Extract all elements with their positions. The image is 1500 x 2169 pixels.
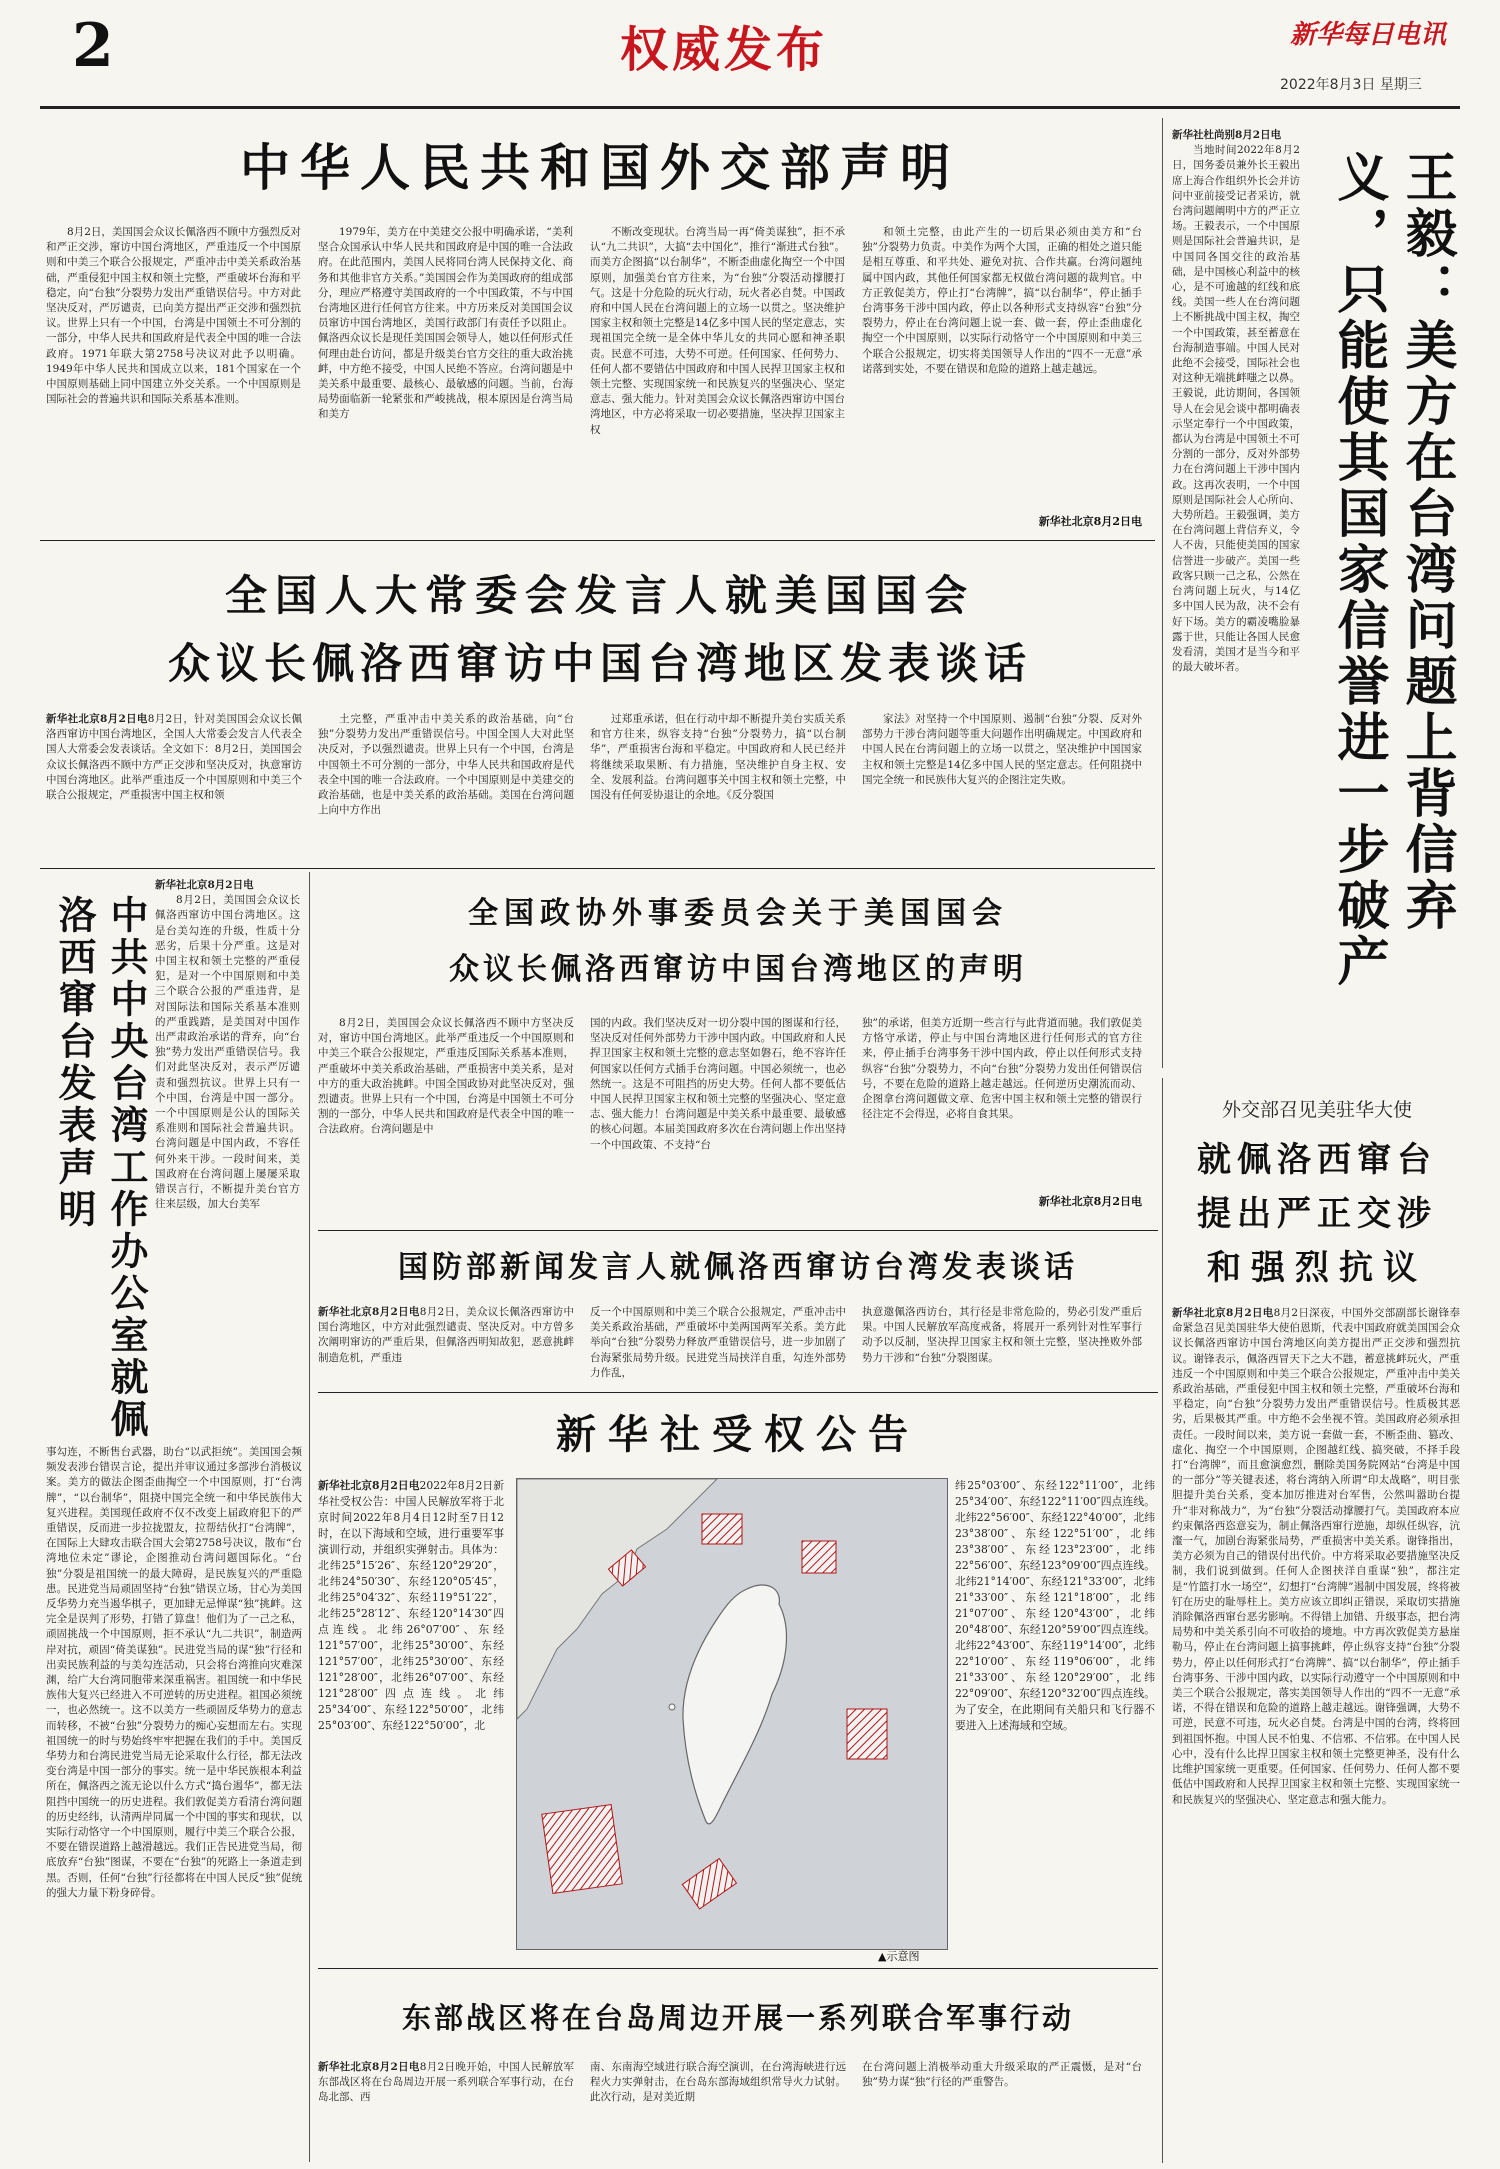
eastern-theater-dateline: 新华社北京8月2日电 [318, 2061, 420, 2073]
ambassador-title-line-2: 提出严正交涉 [1197, 1194, 1437, 1234]
mod-col-1 [318, 1305, 574, 1383]
ambassador-dateline: 新华社北京8月2日电 [1172, 1307, 1274, 1319]
exercise-zone-south-west [542, 1805, 622, 1894]
rule-after-announcement [318, 1968, 1158, 1969]
npc-col-1-text: 8月2日，针对美国国会众议长佩洛西窜访中国台湾地区，全国人大常委会发言人代表全国人大常委会发表谈话。全文如下：8月2日，美国国会众议长佩洛西不顾中方严正交涉和坚决反对，执意窜访中国台湾地区。此举严重违反一个中国原则和中美三个联合公报规定，严重损害中国主权和领 [46, 713, 302, 802]
npc-col-1 [46, 712, 302, 862]
cppcc-title-line-2: 众议长佩洛西窜访中国台湾地区的声明 [449, 952, 1027, 987]
ambassador-title-line-3: 和强烈抗议 [1207, 1248, 1427, 1288]
penghu-islands [669, 1704, 675, 1710]
mfa-col-1-text: 8月2日，美国国会众议长佩洛西不顾中方强烈反对和严正交涉，窜访中国台湾地区，严重违反一个中国原则和中美三个联合公报规定，严重冲击中美关系政治基础，严重侵犯中国主权和领土完整，严重破坏台海和平稳定，向“台独”分裂势力发出严重错误信号。中方对此坚决反对，严厉谴责，已向美方提出严正交涉和强烈抗议。世界上只有一个中国，台湾是中国领土不可分割的一部分，中华人民共和国政府是代表全中国的唯一合法政府。1971年联大第2758号决议对此予以明确。1949年中华人民共和国成立以来，181个国家在一个中国原则基础上同中国建立外交关系。一个中国原则是国际社会的普遍共识和国际关系基本准则。 [46, 226, 301, 406]
wangyi-body-text: 当地时间2022年8月2日，国务委员兼外长王毅出席上海合作组织外长会并访问中亚前接受记者采访，就台湾问题阐明中方的严正立场。王毅表示，一个中国原则是国际社会普遍共识，是中国同各国交往的政治基础，是中国核心利益中的核心，是不可逾越的红线和底线。美国一些人在台湾问题上不断挑战中国主权，掏空一个中国政策，甚至蓄意在台海制造事端。中国人民对此绝不会接受，国际社会也对这种无端挑衅嗤之以鼻。王毅说，此访期间，各国领导人在会见会谈中都明确表示坚定奉行一个中国政策，都认为台湾是中国领土不可分割的一部分，反对外部势力在台湾问题上干涉中国内政。这再次表明，一个中国原则是国际社会人心所向、大势所趋。王毅强调，美方在台湾问题上背信弃义，令人不齿，只能使美国的国家信誉进一步破产。美国一些政客只顾一己之私，公然在台湾问题上玩火，与14亿多中国人民为敌，决不会有好下场。美方的霸凌嘴脸暴露于世，只能让各国人民愈发看清，美国才是当今和平的最大破坏者。 [1172, 144, 1300, 674]
announcement-title: 新华社受权公告 [556, 1412, 920, 1458]
exercise-zone-north-east [802, 1541, 836, 1573]
eastern-theater-col-1-text: 8月2日晚开始，中国人民解放军东部战区将在台岛周边开展一系列联合军事行动，在台岛北部、西 [318, 2061, 574, 2104]
mod-col-2 [590, 1305, 846, 1383]
mod-col-3 [862, 1305, 1142, 1383]
mfa-col-3 [590, 225, 845, 530]
tao-col-narrow-text: 8月2日，美国国会众议长佩洛西窜访中国台湾地区。这是台美勾连的升级，性质十分恶劣，后果十分严重。这是对中国主权和领土完整的严重侵犯，是对一个中国原则和中美三个联合公报的严重违背，是对国际法和国际关系基本准则的严重践踏，是美国对中国作出严肃政治承诺的背弃，向“台独”势力发出严重错误信号。我们对此坚决反对，表示严厉谴责和强烈抗议。世界上只有一个中国，台湾是中国一部分。一个中国原则是公认的国际关系准则和国际社会普遍共识。台湾问题是中国内政，不容任何外来干涉。一段时间来，美国政府在台湾问题上屡屡采取错误言行，不断提升美台官方往来层级，加大台美军 [155, 894, 300, 1211]
cppcc-title-line-1: 全国政协外事委员会关于美国国会 [468, 896, 1008, 931]
wangyi-title: 王毅：美方在台湾问题上背信弃义，只能使其国家信誉进一步破产 [1328, 150, 1456, 990]
tao-col-narrow [155, 878, 300, 1443]
left-column-divider [309, 872, 310, 2162]
wangyi-body [1172, 128, 1300, 1068]
mod-col-3-text: 执意邀佩洛西访台，其行径是非常危险的，势必引发严重后果。中国人民解放军高度戒备，将展开一系列针对性军事行动予以反制，坚决捍卫国家主权和领土完整，坚决挫败外部势力干涉和“台独”分裂图谋。 [862, 1306, 1142, 1364]
ambassador-body-text: 8月2日深夜，中国外交部副部长谢锋奉命紧急召见美国驻华大使伯恩斯，代表中国政府就美国国会众议长佩洛西窜访中国台湾地区向美方提出严正交涉和强烈抗议。谢锋表示，佩洛西冒天下之大不韪，蓄意挑衅玩火，严重违反一个中国原则和中美三个联合公报规定，严重冲击中美关系政治基础，严重侵犯中国主权和领土完整，严重破坏台海和平稳定，向“台独”分裂势力发出严重错误信号。性质极其恶劣，后果极其严重。中方绝不会坐视不管。美国政府必须承担责任。一段时间以来，美方说一套做一套，不断歪曲、篡改、虚化、掏空一个中国原则，企图越红线、搞突破，不择手段打“台湾牌”，而且愈演愈烈，删除美国务院网站“台湾是中国的一部分”等关键表述，将台湾纳入所谓“印太战略”，明目张胆提升美台关系，变本加厉推进对台军售，公然叫嚣助台提升“非对称战力”，为“台独”分裂活动撑腰打气。美国政府本应约束佩洛西恣意妄为，制止佩洛西窜行逆施，却纵任纵容，沆瀣一气，加剧台海紧张局势，严重损害中美关系。谢锋指出，美方必须为自己的错误付出代价。中方将采取必要措施坚决反制，我们说到做到。任何人企图挟洋自重谋“独”，都注定是“竹篮打水一场空”，幻想打“台湾牌”遏制中国发展，终将被钉在历史的耻辱柱上。美方应该立即纠正错误，采取切实措施消除佩洛西窜台恶劣影响。不得错上加错、升级事态，把台湾局势和中美关系引向不可收拾的境地。中方再次敦促美方悬崖勒马，停止在台湾问题上搞事挑衅，停止纵容支持“台独”分裂势力，停止以任何形式打“台湾牌”、搞“以台制华”，停止插手台湾事务、干涉中国内政，以实际行动遵守一个中国原则和中美三个联合公报规定，落实美国领导人作出的“四不一无意”承诺，不得在错误和危险的道路上越走越远。谢锋强调，大势不可逆，民意不可违，玩火必自焚。台湾是中国的台湾，终将回到祖国怀抱。中国人民不怕鬼、不信邪、不信邪。在中国人民心中，没有什么比捍卫国家主权和领土完整更神圣，没有什么比维护国家统一更重要。任何国家、任何势力、任何人都不要低估中国政府和人民捍卫国家主权和领土完整、实现国家统一和民族复兴的坚强决心、坚定意志和强大能力。 [1172, 1307, 1460, 1806]
ambassador-body [1172, 1306, 1460, 2161]
page-number: 2 [72, 11, 114, 81]
tao-col-wide [46, 1445, 302, 2155]
mfa-signature: 新华社北京8月2日电 [1038, 515, 1142, 528]
mfa-col-4-text: 和领土完整，由此产生的一切后果必须由美方和“台独”分裂势力负责。中美作为两个大国，正确的相处之道只能是相互尊重、和平共处、避免对抗、合作共赢。台湾问题纯属中国内政，其他任何国家都无权做台湾问题的裁判官。中方正敦促美方，停止打“台湾牌”，搞“以台制华”，停止插手台湾事务干涉中国内政，停止以各种形式支持纵容“台独”分裂势力，停止在台湾问题上说一套、做一套，停止歪曲虚化掏空一个中国原则，以实际行动恪守一个中国原则和中美三个联合公报规定，切实将美国领导人作出的“四不一无意”承诺落到实处，不要在错误和危险的道路上越走越远。 [862, 226, 1142, 375]
mfa-col-3-text: 不断改变现状。台湾当局一再“倚美谋独”，拒不承认“九二共识”，大搞“去中国化”，推行“渐进式台独”。而美方企图搞“以台制华”，不断歪曲虚化掏空一个中国原则，加强美台官方往来，为“台独”分裂活动撑腰打气。这是十分危险的玩火行动，玩火者必自焚。中国政府和中国人民在台湾问题上的立场一以贯之。坚决维护国家主权和领土完整是14亿多中国人民的坚定意志，实现祖国完全统一是全体中华儿女的共同心愿和神圣职责。民意不可违，大势不可逆。任何国家、任何势力、任何人都不要错估中国政府和中国人民捍卫国家主权和领土完整、实现国家统一和民族复兴的坚强决心、坚定意志、强大能力。针对美国会众议长佩洛西窜访中国台湾地区，中方必将采取一切必要措施，坚决捍卫国家主权 [590, 226, 845, 436]
mfa-col-2-text: 1979年，美方在中美建交公报中明确承诺，“美利坚合众国承认中华人民共和国政府是中国的唯一合法政府。在此范围内，美国人民将同台湾人民保持文化、商务和其他非官方关系。”美国国会作为美国政府的组成部分，理应严格遵守美国政府的一个中国政策，不与中国台湾地区进行任何官方往来。中方历来反对美国国会议员窜访中国台湾地区，美国行政部门有责任予以阻止。佩洛西众议长是现任美国国会领导人，她以任何形式任何理由赴台访问，都是升级美台官方交往的重大政治挑衅，中方绝不接受，中国人民绝不答应。台湾问题是中美关系中最重要、最核心、最敏感的问题。当前，台海局势面临新一轮紧张和严峻挑战，根本原因是台湾当局和美方 [318, 226, 573, 421]
rule-after-mfa [40, 540, 1155, 541]
cppcc-col-1 [318, 1016, 574, 1216]
announcement-col-2-text: 纬25°03′00″、东经122°11′00″，北纬25°34′00″、东经122°11′00″四点连线。北纬22°56′00″、东经122°40′00″，北纬23°38′00″、东经122°51′00″，北纬23°38′00″、东经123°23′00″，北纬22°56′00″、东经123°09′00″四点连线。北纬21°14′00″、东经121°33′00″，北纬21°33′00″、东经121°18′00″，北纬21°07′00″、东经120°43′00″，北纬20°48′00″、东经120°59′00″四点连线。北纬22°43′00″、东经119°14′00″，北纬22°10′00″、东经119°06′00″，北纬21°33′00″、东经120°29′00″，北纬22°09′00″、东经120°32′00″四点连线。为了安全，在此期间有关船只和飞行器不要进入上述海域和空域。 [955, 1479, 1155, 1732]
npc-col-4-text: 家法》对坚持一个中国原则、遏制“台独”分裂、反对外部势力干涉台湾问题等重大问题作出明确规定。中国政府和中国人民在台湾问题上的立场一以贯之，坚决维护中国国家主权和领土完整是14亿多中国人民的坚定意志。任何阻挠中国完全统一和民族伟大复兴的企图注定失败。 [862, 713, 1142, 786]
tao-dateline: 新华社北京8月2日电 [155, 879, 254, 891]
masthead [0, 0, 1500, 112]
section-title: 权威发布 [620, 22, 829, 78]
rule-after-npc [40, 868, 1155, 869]
eastern-theater-title: 东部战区将在台岛周边开展一系列联合军事行动 [401, 2001, 1074, 2035]
wangyi-dateline: 新华社杜尚别8月2日电 [1172, 129, 1282, 141]
npc-col-3 [590, 712, 846, 862]
map-caption: ▲示意图 [878, 1950, 920, 1963]
announcement-dateline: 新华社北京8月2日电 [318, 1479, 420, 1492]
exercise-zone-map [516, 1478, 948, 1950]
masthead-rule [40, 106, 1460, 109]
exercise-zone-east [847, 1709, 887, 1759]
cppcc-col-3-text: 独”的承诺，但美方近期一些言行与此背道而驰。我们敦促美方恪守承诺，停止与中国台湾地区进行任何形式的官方往来，停止插手台湾事务干涉中国内政，停止以任何形式支持纵容“台独”分裂势力，不向“台独”分裂势力发出任何错误信号，不要在危险的道路上越走越远。任何逆历史潮流而动、企图拿台湾问题做文章、危害中国主权和领土完整的错误行径注定不会得逞，必将自食其果。 [862, 1017, 1142, 1121]
exercise-zone-south [682, 1859, 736, 1909]
cppcc-col-3 [862, 1016, 1142, 1194]
cppcc-signature: 新华社北京8月2日电 [1038, 1195, 1142, 1208]
right-column-divider [1162, 118, 1163, 1068]
eastern-theater-col-3-text: 在台湾问题上消极举动重大升级采取的严正震慑，是对“台独”势力谋“独”行径的严重警告。 [862, 2061, 1142, 2089]
eastern-theater-col-3 [862, 2060, 1142, 2160]
announcement-col-2 [955, 1478, 1155, 1958]
announcement-col-1-text: 2022年8月2日新华社受权公告：中国人民解放军将于北京时间2022年8月4日12时至7日12时，在以下海域和空域，进行重要军事演训行动，并组织实弹射击。具体为：北纬25°15′26″、东经120°29′20″，北纬24°50′30″、东经120°05′45″，北纬25°04′32″、东经119°51′22″，北纬25°28′12″、东经120°14′30″四点连线。北纬26°07′00″、东经121°57′00″，北纬25°30′00″、东经121°57′00″，北纬25°30′00″、东经121°28′00″，北纬26°07′00″、东经121°28′00″四点连线。北纬25°34′00″、东经122°50′00″，北纬25°03′00″、东经122°50′00″，北 [318, 1479, 504, 1732]
mfa-col-1 [46, 225, 301, 530]
tao-col-wide-text: 事勾连，不断售台武器，助台“以武拒统”。美国国会频频发表涉台错误言论，提出并审议通过多部涉台消极议案。美方的做法企图歪曲掏空一个中国原则，打“台湾牌”，“以台制华”，阻挠中国完全统一和中华民族伟大复兴进程。美国现任政府不仅不改变上届政府犯下的严重错误，反而进一步拉拢盟友，拉帮结伙打“台湾牌”，在国际上大肆攻击联合国大会第2758号决议，散布“台湾地位未定”谬论，企图推动台湾问题国际化。“台独”分裂是祖国统一的最大障碍，是民族复兴的严重隐患。民进党当局顽固坚持“台独”错误立场，甘心为美国反华势力充当遏华棋子，更加肆无忌惮谋“独”挑衅。这完全是误判了形势，打错了算盘！他们为了一己之私，顽固挑战一个中国原则，拒不承认“九二共识”，制造两岸对抗，顽固“倚美谋独”。民进党当局的谋“独”行径和出卖民族利益的与美勾连活动，只会将台湾推向灾难深渊，给广大台湾同胞带来深重祸害。祖国统一和中华民族伟大复兴已经进入不可逆转的历史进程。祖国必须统一，也必然统一。这不以美方一些顽固反华势力的意志而转移，不被“台独”分裂势力的痴心妄想而左右。实现祖国统一的时与势始终牢牢把握在我们的手中。美国反华势力和台湾民进党当局无论采取什么行径，都无法改变台湾是中国一部分的事实。统一是中华民族根本利益所在，佩洛西之流无论以什么方式“捣台遏华”，都无法阻挡中国统一的历史进程。我们敦促美方看清台湾问题的历史经纬，认清两岸同属一个中国的事实和现状，以实际行动恪守一个中国原则，履行中美三个联合公报，不要在错误道路上越滑越远。我们正告民进党当局，彻底放弃“台独”图谋，不要在“台独”的死路上一条道走到黑。否则，任何“台独”行径都将在中国人民反“独”促统的强大力量下粉身碎骨。 [46, 1446, 302, 1899]
map-graphic [517, 1479, 947, 1949]
mod-dateline: 新华社北京8月2日电 [318, 1306, 420, 1318]
npc-title-line-2: 众议长佩洛西窜访中国台湾地区发表谈话 [167, 639, 1032, 688]
npc-col-4 [862, 712, 1142, 862]
eastern-theater-col-2 [590, 2060, 846, 2160]
paper-name: 新华每日电讯 [1290, 20, 1447, 50]
eastern-theater-col-2-text: 南、东南海空域进行联合海空演训，在台湾海峡进行远程火力实弹射击，在台岛东部海域组织常导火力试射。此次行动，是对美近期 [590, 2061, 846, 2104]
tao-title: 中共中央台湾工作办公室就佩洛西窜台发表声明 [52, 895, 148, 1441]
mod-col-1-text: 8月2日，美众议长佩洛西窜访中国台湾地区，中方对此强烈谴责、坚决反对。中方曾多次阐明窜访的严重后果，但佩洛西明知故犯，恶意挑衅制造危机，严重违 [318, 1306, 574, 1364]
rule-after-cppcc [318, 1230, 1158, 1231]
eastern-theater-col-1 [318, 2060, 574, 2160]
mfa-col-2 [318, 225, 573, 530]
npc-col-2 [318, 712, 574, 862]
npc-col-3-text: 过郑重承诺，但在行动中却不断提升美台实质关系和官方往来，纵容支持“台独”分裂势力，搞“以台制华”，严重损害台海和平稳定。中国政府和人民已经并将继续采取果断、有力措施，坚决维护自身主权、安全、发展利益。台湾问题事关中国主权和领土完整，中国没有任何妥协退让的余地。《反分裂国 [590, 713, 846, 802]
npc-title-line-1: 全国人大常委会发言人就美国国会 [224, 571, 975, 620]
ambassador-kicker: 外交部召见美驻华大使 [1221, 1099, 1412, 1121]
npc-col-2-text: 土完整，严重冲击中美关系的政治基础，向“台独”分裂势力发出严重错误信号。中国全国人大对此坚决反对，予以强烈谴责。世界上只有一个中国，台湾是中国领土不可分割的一部分，中华人民共和国政府是代表全中国的唯一合法政府。一个中国原则是中美建交的政治基础，也是中美关系的政治基础。美国在台湾问题上向中方作出 [318, 713, 574, 817]
cppcc-col-2-text: 国的内政。我们坚决反对一切分裂中国的图谋和行径，坚决反对任何外部势力干涉中国内政。中国政府和人民捍卫国家主权和领土完整的意志坚如磐石，绝不容许任何国家以任何方式插手台湾问题。中国必须统一，也必然统一。这是不可阻挡的历史大势。任何人都不要低估中国人民捍卫国家主权和领土完整的坚强决心、坚定意志、强大能力！台湾问题是中美关系中最重要、最敏感的核心问题。本届美国政府多次在台湾问题上作出坚持一个中国政策、不支持“台 [590, 1017, 846, 1151]
mod-title: 国防部新闻发言人就佩洛西窜访台湾发表谈话 [398, 1250, 1078, 1285]
npc-dateline: 新华社北京8月2日电 [46, 713, 148, 725]
exercise-zone-north [702, 1514, 742, 1544]
rule-after-mod [318, 1392, 1158, 1393]
mod-col-2-text: 反一个中国原则和中美三个联合公报规定，严重冲击中美关系政治基础，严重破坏中美两国两军关系。美方此举向“台独”分裂势力释放严重错误信号，进一步加剧了台海紧张局势升级。民进党当局挟洋自重，勾连外部势力作乱， [590, 1306, 846, 1379]
ambassador-title-line-1: 就佩洛西窜台 [1197, 1140, 1437, 1180]
cppcc-col-1-text: 8月2日，美国国会众议长佩洛西不顾中方坚决反对，窜访中国台湾地区。此举严重违反一个中国原则和中美三个联合公报规定，严重违反国际关系基本准则，严重破坏中美关系政治基础，严重损害中美关系，是对中方的重大政治挑衅。中国全国政协对此坚决反对，强烈谴责。世界上只有一个中国，台湾是中国领土不可分割的一部分，中华人民共和国政府是代表全中国的唯一合法政府。台湾问题是中 [318, 1017, 574, 1136]
article-title-mfa: 中华人民共和国外交部声明 [240, 139, 960, 197]
taiwan-island [683, 1585, 787, 1824]
announcement-col-1 [318, 1478, 504, 1958]
right-column-divider-lower [1162, 1078, 1163, 2163]
issue-date: 2022年8月3日 星期三 [1280, 77, 1422, 93]
cppcc-col-2 [590, 1016, 846, 1216]
mfa-col-4 [862, 225, 1142, 515]
